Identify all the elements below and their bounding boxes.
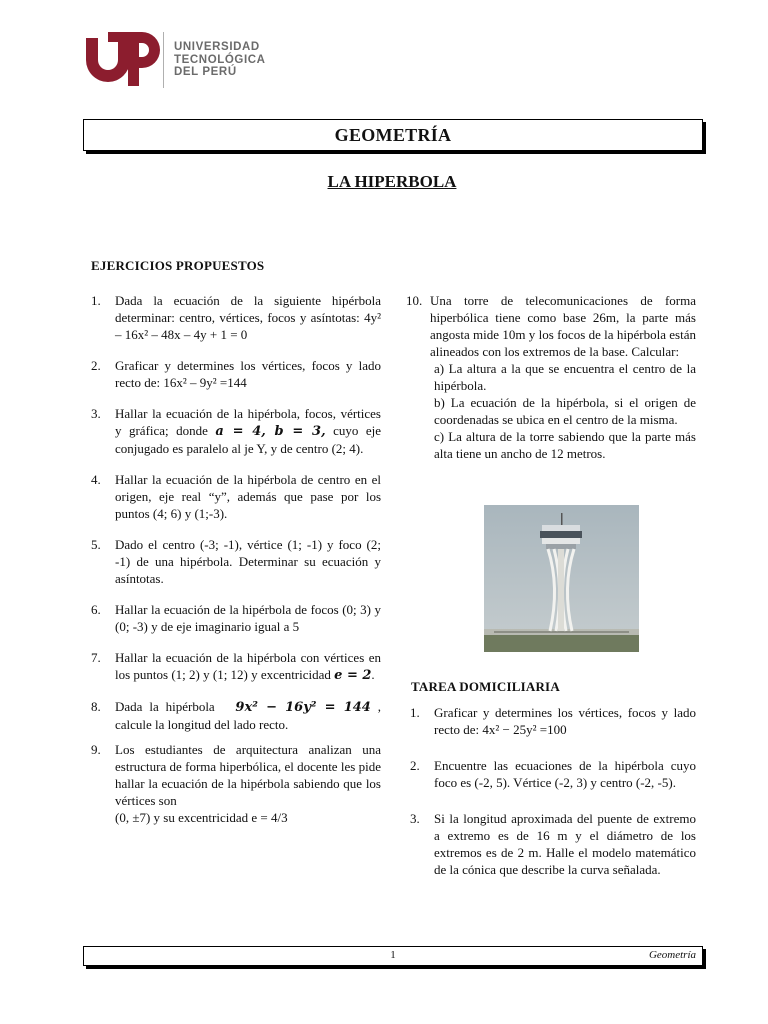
exercise-8 [91,698,381,733]
exercise-9 [91,741,381,826]
task-title: TAREA DOMICILIARIA [411,679,560,694]
exercises-right-column [406,292,696,462]
task-1 [410,704,696,738]
task-number: 1. [410,705,420,720]
exercise-text-part: Dada la hipérbola [115,699,215,714]
logo-line-2: TECNOLÓGICA [174,53,266,66]
task-number: 3. [410,811,420,826]
university-name [174,41,266,79]
exercise-text: Dada la ecuación de la siguiente hipérbola determinar: centro, vértices, focos y asíntotas: 4y² – 16x² – 48x – 4y + 1 = 0 [115,293,381,342]
page-footer [83,946,703,966]
exercise-text: Graficar y determines los vértices, focos y lado recto de: 16x² – 9y² =144 [115,358,381,390]
page-number: 1 [390,949,396,961]
math-expression: e = 2 [334,668,372,683]
exercise-text [115,741,381,826]
logo-divider [163,32,164,88]
exercise-number: 5. [91,537,101,552]
exercise-text-part: cuyo eje conjugado es paralelo al je Y, y de centro (2; 4). [115,423,382,456]
task-3 [410,810,696,878]
subject-title: GEOMETRÍA [334,124,452,145]
exercise-number: 4. [91,472,101,487]
task-number: 2. [410,758,420,773]
exercise-1 [91,292,381,343]
section-title: EJERCICIOS PROPUESTOS [91,258,265,273]
exercise-text [115,405,381,457]
exercise-number: 2. [91,358,101,373]
exercise-number: 3. [91,406,101,421]
exercise-text-part: Una torre de telecomunicaciones de forma hiperbólica tiene como base 26m, la parte más angosta mide 10m y los focos de la hipérbola están alineados con los extremos de la base. Calcular: [430,293,696,359]
exercise-4 [91,471,381,522]
exercise-5 [91,536,381,587]
exercise-text-part: Hallar la ecuación de la hipérbola, focos, vértices y gráfica; donde [115,406,381,438]
exercise-6 [91,601,381,635]
logo-line-3: DEL PERÚ [174,66,237,78]
topic-title: LA HIPERBOLA [327,172,457,191]
exercise-text [115,698,381,733]
exercise-text: Hallar la ecuación de la hipérbola de centro en el origen, eje real “y”, además que pase por los puntos (4; 6) y (1;-3). [115,472,381,521]
exercise-text-part: Hallar la ecuación de la hipérbola con vértices en los puntos (1; 2) y (1; 12) y excentricidad [115,650,381,682]
exercise-text-part: , calcule la longitud del lado recto. [115,699,382,732]
exercise-text: Dado el centro (-3; -1), vértice (1; -1) y foco (2; -1) de una hipérbola. Determinar su ecuación y asíntotas. [115,537,381,586]
exercise-text [430,292,696,462]
math-expression: 9x² − 16y² = 144 [235,700,371,715]
exercises-left-column [91,258,381,826]
exercise-number: 9. [91,742,101,757]
task-text: Si la longitud aproximada del puente de extremo a extremo es de 16 m y el diámetro de los extremos es de 2 m. Halle el modelo matemático de la cónica que describe la curva señalada. [434,811,696,877]
task-text: Encuentre las ecuaciones de la hipérbola cuyo foco es (-2, 5). Vértice (-2, 3) y centro (-2, -5). [434,758,696,790]
exercise-subpart-a: a) La altura a la que se encuentra el centro de la hipérbola. [434,361,696,393]
exercise-subpart-c: c) La altura de la torre sabiendo que la parte más alta tiene un ancho de 12 metros. [434,429,696,461]
exercise-text [115,649,381,684]
exercise-number: 10. [406,293,423,308]
exercise-text: Hallar la ecuación de la hipérbola de focos (0; 3) y (0; -3) y de eje imaginario igual a 5 [115,602,381,634]
exercise-number: 7. [91,650,101,665]
task-2 [410,757,696,791]
subject-header [83,119,703,151]
tasks-column [410,704,696,878]
exercise-text-part: . [371,667,375,682]
math-expression: a = 4, b = 3, [215,424,326,439]
logo-line-1: UNIVERSIDAD [174,41,260,53]
exercise-7 [91,649,381,684]
exercise-text-part: Los estudiantes de arquitectura analizan una estructura de forma hiperbólica, el docente les pide hallar la ecuación de la hipérbola sabiendo que los vértices son [115,742,381,808]
exercise-number: 8. [91,699,101,714]
exercise-number: 6. [91,602,101,617]
exercise-10 [406,292,696,462]
footer-subject: Geometría [648,949,696,961]
exercise-3 [91,405,381,457]
exercise-subpart-b: b) La ecuación de la hipérbola, si el origen de coordenadas se ubica en el centro de la misma. [434,395,696,427]
exercise-text-part: (0, ±7) y su excentricidad e = 4/3 [115,810,288,825]
tower-photo [484,505,639,652]
exercise-number: 1. [91,293,101,308]
exercise-2 [91,357,381,391]
task-text: Graficar y determines los vértices, focos y lado recto de: 4x² − 25y² =100 [434,705,696,737]
